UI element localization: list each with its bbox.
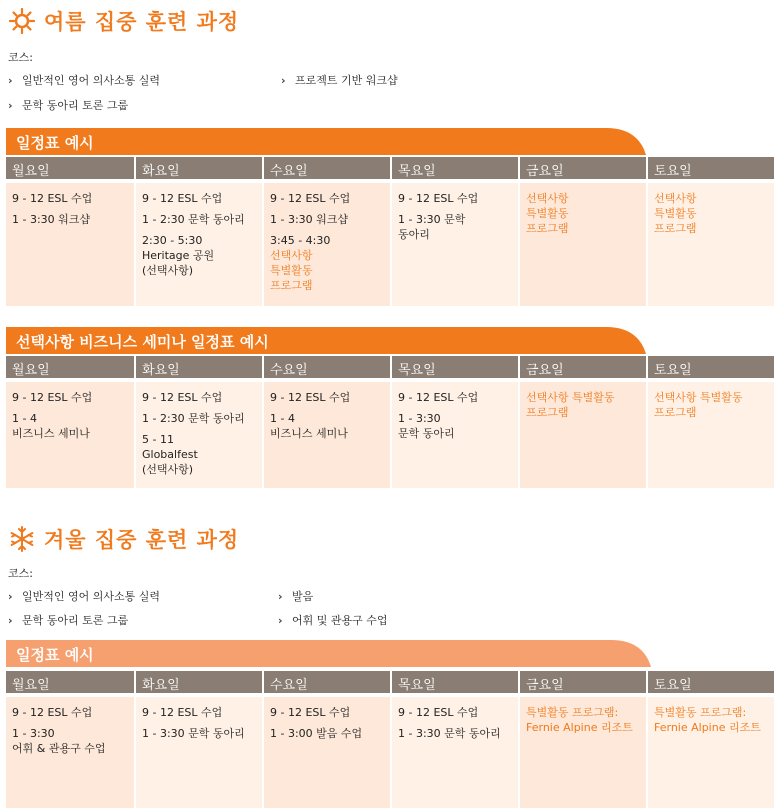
schedule-cell: 9 - 12 ESL 수업 1 - 2:30 문학 동아리 5 - 11 Globalfest (선택사항) [136,382,264,488]
schedule-cell: 선택사항 특별활동 프로그램 [648,183,774,306]
day-header: 수요일 [264,671,392,693]
summer-schedule-table [6,157,774,306]
day-header: 금요일 [520,671,648,693]
schedule-cell: 9 - 12 ESL 수업 1 - 3:30 문학 동아리 [392,382,520,488]
bullet-icon: › [8,590,13,603]
schedule-cell: 9 - 12 ESL 수업 1 - 2:30 문학 동아리 2:30 - 5:30 Heritage 공원 (선택사항) [136,183,264,306]
winter-section-title [8,524,239,554]
list-item: › 일반적인 영어 의사소통 실력 [8,590,161,603]
bullet-icon: › [8,99,13,112]
summer-course-label: 코스: [8,51,33,64]
schedule-cell: 9 - 12 ESL 수업 1 - 3:30 워크샵 [6,183,136,306]
list-item: › 어휘 및 관용구 수업 [278,614,388,627]
day-header: 화요일 [136,157,264,179]
business-schedule-table [6,356,774,488]
day-header: 수요일 [264,157,392,179]
schedule-cell: 9 - 12 ESL 수업 1 - 3:30 어휘 & 관용구 수업 [6,697,136,808]
day-header: 월요일 [6,671,136,693]
bullet-icon: › [8,614,13,627]
day-header: 월요일 [6,356,136,378]
schedule-banner [6,128,646,155]
summer-title: 여름 집중 훈련 과정 [44,10,240,34]
day-header: 목요일 [392,157,520,179]
bullet-icon: › [278,614,283,627]
winter-schedule-table [6,671,774,808]
banner-shape [6,128,646,155]
day-header: 수요일 [264,356,392,378]
banner-title: 일정표 예시 [16,646,94,664]
list-item: › 문학 동아리 토론 그룹 [8,614,129,627]
day-header: 월요일 [6,157,136,179]
bullet-icon: › [278,590,283,603]
day-header: 화요일 [136,671,264,693]
snowflake-icon [8,525,36,553]
schedule-cell: 9 - 12 ESL 수업 1 - 3:30 문학 동아리 [136,697,264,808]
winter-title: 겨울 집중 훈련 과정 [44,528,240,552]
day-header: 금요일 [520,157,648,179]
day-header: 금요일 [520,356,648,378]
banner-shape [6,640,651,667]
schedule-cell: 선택사항 특별활동 프로그램 [520,382,648,488]
list-item: › 프로젝트 기반 워크샵 [281,74,398,87]
summer-section-title [8,6,239,36]
schedule-cell: 특별활동 프로그램: Fernie Alpine 리조트 [520,697,648,808]
schedule-cell: 선택사항 특별활동 프로그램 [520,183,648,306]
schedule-cell: 9 - 12 ESL 수업 1 - 3:00 발음 수업 [264,697,392,808]
list-item: › 발음 [278,590,314,603]
day-header: 토요일 [648,671,774,693]
bullet-icon: › [281,74,286,87]
day-header: 목요일 [392,671,520,693]
list-item: › 문학 동아리 토론 그룹 [8,99,129,112]
winter-schedule-banner [6,640,651,667]
banner-title: 선택사항 비즈니스 세미나 일정표 예시 [16,333,269,351]
bullet-icon: › [8,74,13,87]
day-header: 토요일 [648,157,774,179]
schedule-cell: 9 - 12 ESL 수업 1 - 4 비즈니스 세미나 [6,382,136,488]
winter-course-label: 코스: [8,567,33,580]
schedule-cell: 9 - 12 ESL 수업 1 - 3:30 워크샵 3:45 - 4:30 선택사항 특별활동 프로그램 [264,183,392,306]
schedule-cell: 9 - 12 ESL 수업 1 - 3:30 문학 동아리 [392,697,520,808]
day-header: 목요일 [392,356,520,378]
schedule-cell: 9 - 12 ESL 수업 1 - 4 비즈니스 세미나 [264,382,392,488]
schedule-cell: 선택사항 특별활동 프로그램 [648,382,774,488]
day-header: 화요일 [136,356,264,378]
day-header: 토요일 [648,356,774,378]
schedule-cell: 9 - 12 ESL 수업 1 - 3:30 문학 동아리 [392,183,520,306]
business-seminar-banner [6,327,646,354]
schedule-cell: 특별활동 프로그램: Fernie Alpine 리조트 [648,697,774,808]
banner-title: 일정표 예시 [16,134,94,152]
list-item: › 일반적인 영어 의사소통 실력 [8,74,161,87]
sun-icon [8,7,36,35]
